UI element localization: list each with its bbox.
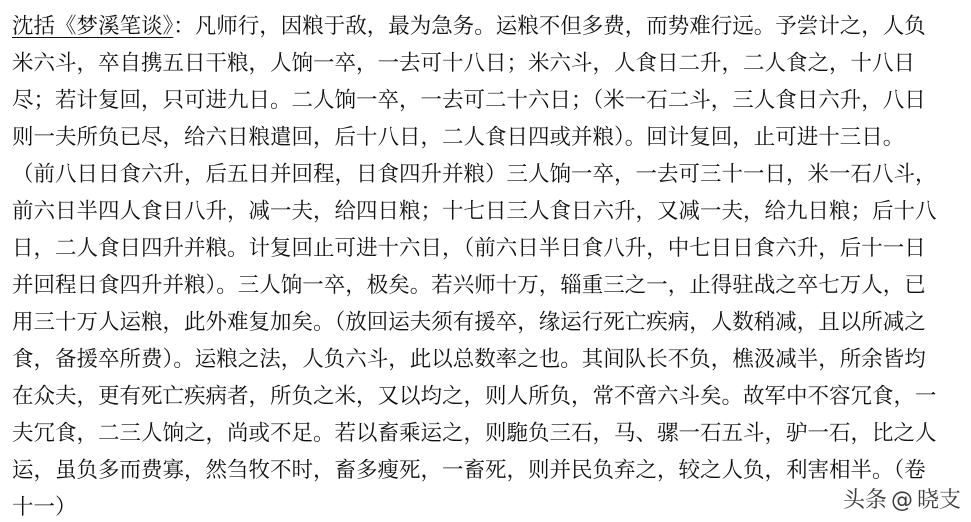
author-name: 沈括 [12,14,56,39]
document-line-7: 日，二人食日四升并粮。计复回止可进十六日，（前六日半日食八升，中七日日食六升，后十一日 [12,236,926,261]
document-line-10: 食，备援卒所费）。运粮之法，人负六斗，此以总数率之也。其间队长不负，樵汲减半，所余皆均 [12,347,926,372]
document-text [12,8,957,522]
watermark-at: @ [890,488,913,513]
document-line-12: 夫冗食，二三人饷之，尚或不足。若以畜乘运之，则駞负三石，马、骡一石五斗，驴一石，比之人 [12,421,937,446]
document-line-8: 并回程日食四升并粮）。三人饷一卒，极矣。若兴师十万，辎重三之一，止得驻战之卒七万人，已 [12,273,926,298]
document-line-6: 前六日半四人食日八升，减一夫，给四日粮；十七日三人食日六升，又减一夫，给九日粮；后十八 [12,199,937,224]
document-line-2: 米六斗，卒自携五日干粮，人饷一卒，一去可十八日；米六斗，人食日二升，二人食之，十八日 [12,51,916,76]
document-line-3: 尽；若计复回，只可进九日。二人饷一卒，一去可二十六日；（米一石二斗，三人食日六升，八日 [12,88,926,113]
watermark [843,490,961,512]
watermark-brand: 头条 [842,488,887,513]
document-line-14: 十一） [12,495,77,520]
document-line-5: （前八日日食六升，后五日并回程，日食四升并粮）三人饷一卒，一去可三十一日，米一石八斗， [12,162,937,187]
document-line-4: 则一夫所负已尽，给六日粮遣回，后十八日，二人食日四或并粮）。回计复回，止可进十三日。 [12,125,905,150]
line-text-1: ：凡师行，因粮于敌，最为急务。运粮不但多费，而势难行远。予尝计之，人负 [173,14,926,39]
document-line-1 [12,8,957,45]
document-line-9: 用三十万人运粮，此外难复加矣。（放回运夫须有援卒，缘运行死亡疾病，人数稍减，且以所减之 [12,310,926,335]
document-line-11: 在众夫，更有死亡疾病者，所负之米，又以均之，则人所负，常不啻六斗矣。故军中不容冗食，一 [12,384,937,409]
book-title: 《梦溪笔谈》 [55,14,174,39]
document-line-13: 运，虽负多而费寡，然刍牧不时，畜多瘦死，一畜死，则并民负弃之，较之人负，利害相半。（卷 [12,458,926,483]
watermark-name: 晓支 [916,488,961,513]
